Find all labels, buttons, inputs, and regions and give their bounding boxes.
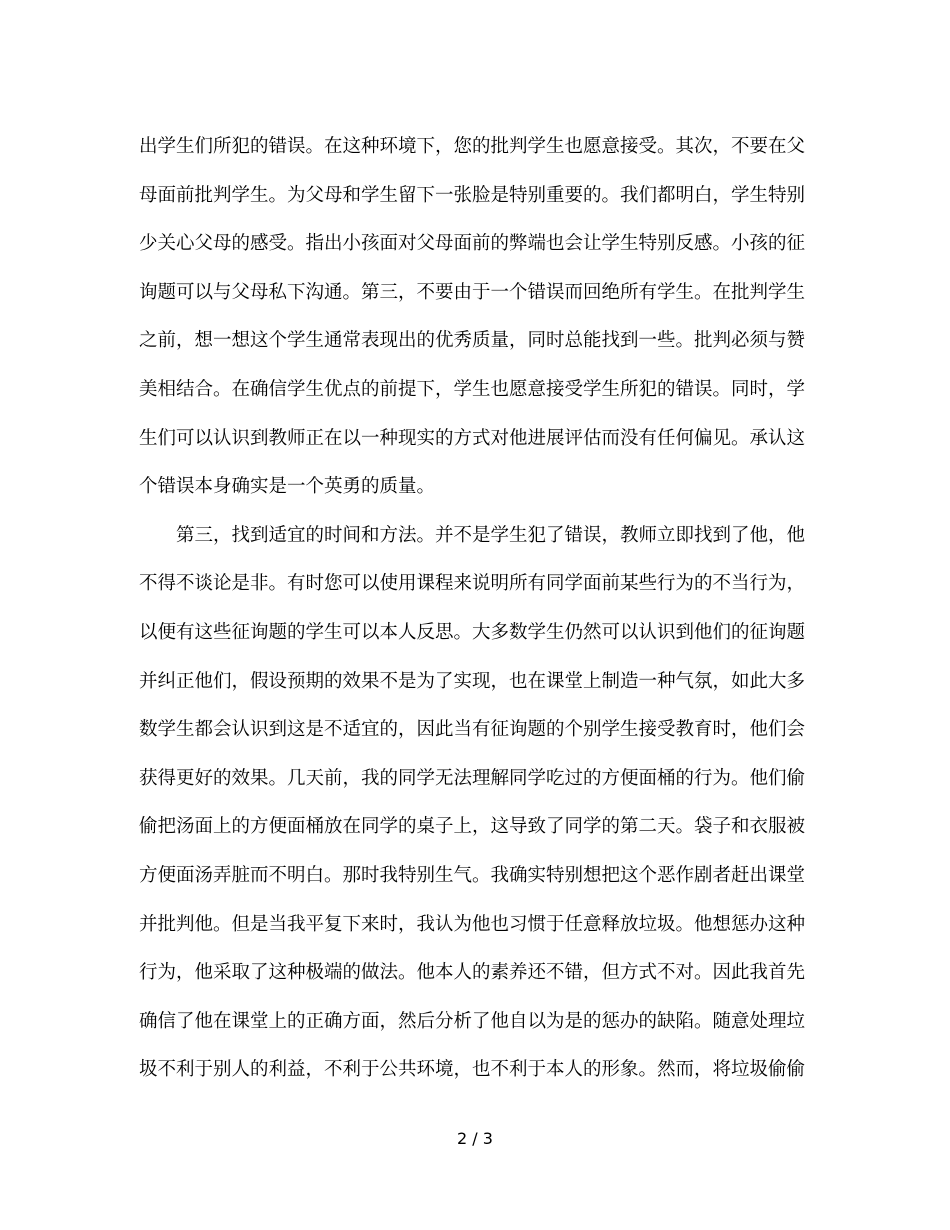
text-line: 以便有这些征询题的学生可以本人反思。大多数学生仍然可以认识到他们的征询题 <box>139 621 806 643</box>
text-line: 圾不利于别人的利益，不利于公共环境，也不利于本人的形象。然而，将垃圾偷偷 <box>139 1059 806 1081</box>
text-line: 母面前批判学生。为父母和学生留下一张脸是特别重要的。我们都明白，学生特别 <box>139 184 806 206</box>
text-line: 不得不谈论是非。有时您可以使用课程来说明所有同学面前某些行为的不当行为， <box>139 573 806 595</box>
text-line: 个错误本身确实是一个英勇的质量。 <box>139 476 436 498</box>
text-line: 美相结合。在确信学生优点的前提下，学生也愿意接受学生所犯的错误。同时，学 <box>139 378 806 400</box>
text-line: 偷把汤面上的方便面桶放在同学的桌子上，这导致了同学的第二天。袋子和衣服被 <box>139 816 806 838</box>
text-line: 之前，想一想这个学生通常表现出的优秀质量，同时总能找到一些。批判必须与赞 <box>139 330 806 352</box>
text-line: 获得更好的效果。几天前，我的同学无法理解同学吃过的方便面桶的行为。他们偷 <box>139 767 806 789</box>
text-line: 行为，他采取了这种极端的做法。他本人的素养还不错，但方式不对。因此我首先 <box>139 962 806 984</box>
text-line: 确信了他在课堂上的正确方面，然后分析了他自以为是的惩办的缺陷。随意处理垃 <box>139 1010 806 1032</box>
body-text <box>139 123 811 1095</box>
text-line: 少关心父母的感受。指出小孩面对父母面前的弊端也会让学生特别反感。小孩的征 <box>139 233 806 255</box>
paragraph-start-line: 第三，找到适宜的时间和方法。并不是学生犯了错误，教师立即找到了他，他 <box>176 524 806 546</box>
text-line: 并批判他。但是当我平复下来时，我认为他也习惯于任意释放垃圾。他想惩办这种 <box>139 913 806 935</box>
text-line: 生们可以认识到教师正在以一种现实的方式对他进展评估而没有任何偏见。承认这 <box>139 427 806 449</box>
page-number: 2 / 3 <box>457 1129 493 1148</box>
text-line: 出学生们所犯的错误。在这种环境下，您的批判学生也愿意接受。其次，不要在父 <box>139 136 806 157</box>
text-line: 方便面汤弄脏而不明白。那时我特别生气。我确实特别想把这个恶作剧者赶出课堂 <box>139 864 806 886</box>
text-line: 询题可以与父母私下沟通。第三，不要由于一个错误而回绝所有学生。在批判学生 <box>139 281 806 303</box>
text-line: 并纠正他们，假设预期的效果不是为了实现，也在课堂上制造一种气氛，如此大多 <box>139 670 806 692</box>
text-line: 数学生都会认识到这是不适宜的，因此当有征询题的个别学生接受教育时，他们会 <box>139 719 806 741</box>
